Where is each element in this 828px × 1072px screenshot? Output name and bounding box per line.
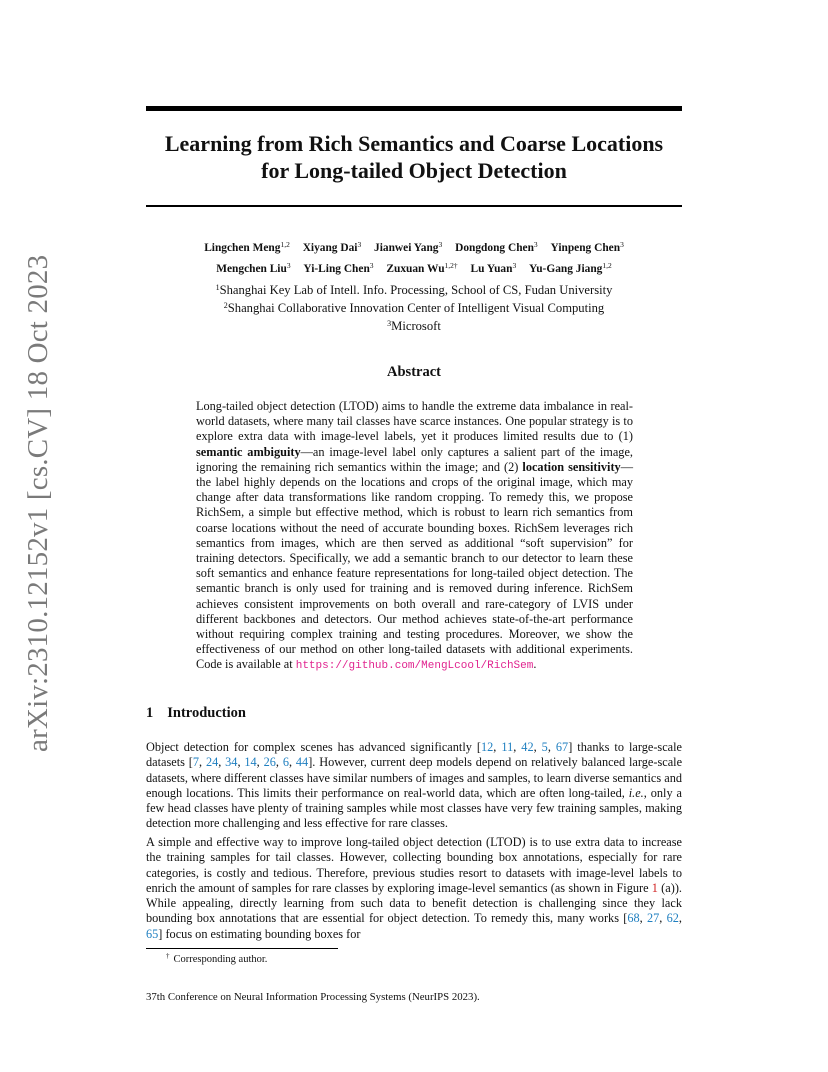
author: Zuxuan $Wu^{1,2\dagger}$: [386, 261, 458, 275]
figure-reference-link[interactable]: 1: [651, 880, 658, 895]
abstract-body: Long-tailed object detection (LTOD) aims to handle the extreme data imbalance in real-world datasets, where many tail classes have scarce instances. One popular strategy is to explore extra data with image-level labels, yet it produces limited results due to (1) semantic ambiguity—an image-level label only captures a salient part of the image, ignoring the remaining rich semantics within the image; and (2) location sensitivity—the label highly depends on the locations and crops of the original image, which may change after data transformations like random cropping. To remedy this, we propose RichSem, a simple but effective method, which is robust to learn rich semantics from coarse locations without the need of accurate bounding boxes. RichSem leverages rich semantics from images, which are then served as additional “soft supervision” for training detectors. Specifically, we add a semantic branch to our detector to learn these soft semantics and enhance feature representations for long-tailed object detection. The semantic branch is only used for training and is removed during inference. RichSem achieves consistent improvements on both overall and rare-category of LVIS under different backbones and detectors. Our method achieves state-of-the-art performance without requiring complex training and testing procedures. Moreover, we show the effectiveness of our method on other long-tailed datasets with additional experiments. Code is available at https://github.com/MengLcool/RichSem.: [196, 399, 634, 673]
author: Yi-Ling Chen$^3$: [303, 261, 374, 275]
title-bottom-rule: [146, 205, 682, 207]
author-row-2: [146, 257, 682, 278]
author-list: [146, 236, 682, 278]
citation-link[interactable]: 26: [263, 755, 276, 770]
section-heading-introduction: [146, 705, 246, 722]
citation-link[interactable]: 6: [282, 755, 289, 770]
citation-link[interactable]: 65: [146, 926, 159, 941]
citation-link[interactable]: 67: [555, 740, 569, 754]
emphasis-semantic-ambiguity: semantic ambiguity: [196, 444, 301, 459]
title-line-2: for Long-tailed Object Detection: [261, 158, 567, 183]
citation-link[interactable]: 34: [225, 755, 238, 770]
citation-link[interactable]: 44: [295, 755, 309, 770]
section-title: Introduction: [167, 705, 246, 721]
author: Yinpeng Chen$^3$: [550, 240, 624, 254]
emphasis-ie: i.e.: [628, 785, 644, 800]
author: Yu-Gang Jiang$^{1,2}$: [529, 261, 612, 275]
footnote-text: Corresponding author.: [173, 954, 268, 965]
title-line-1: Learning from Rich Semantics and Coarse Locations: [164, 131, 664, 156]
citation-link[interactable]: 5: [541, 740, 548, 754]
intro-paragraph-2: A simple and effective way to improve long-tailed object detection (LTOD) is to use extra data to increase the training samples for tail classes. However, collecting bounding box annotations, especially for rare categories, is costly and tedious. Therefore, previous studies resort to datasets with image-level labels to enrich the amount of samples for rare classes by exploring image-level semantics (as shown in Figure 1 (a)). While appealing, directly learning from such data to benefit detection is challenging since they lack bounding box annotations that are essential for object detection. To remedy this, many works [68, 27, 62, 65] focus on estimating bounding boxes for: [146, 835, 682, 941]
author: Dongdong Chen$^3$: [455, 240, 538, 254]
affiliation: $^3$Microsoft: [387, 319, 441, 333]
affiliation: $^1$Shanghai Key Lab of Intell. Info. Processing, School of CS, Fudan University: [215, 283, 613, 297]
paper-title: [146, 130, 682, 184]
citation-link[interactable]: 11: [501, 740, 514, 754]
section-number: 1: [146, 705, 154, 721]
author: Lingchen Meng$^{1,2}$: [204, 240, 290, 254]
citation-link[interactable]: 24: [205, 755, 219, 770]
affiliation: $^2$Shanghai Collaborative Innovation Center of Intelligent Visual Computing: [223, 301, 605, 315]
footnote-marker: †: [166, 952, 170, 960]
title-top-rule: [146, 106, 682, 111]
venue-note: 37th Conference on Neural Information Processing Systems (NeurIPS 2023).: [146, 991, 480, 1003]
code-repository-link[interactable]: https://github.com/MengLcool/RichSem: [295, 660, 534, 673]
author-row-1: [146, 236, 682, 257]
footnote-rule: [146, 948, 338, 949]
citation-link[interactable]: 27: [646, 911, 660, 926]
arxiv-identifier-stamp: arXiv:2310.12152v1 [cs.CV] 18 Oct 2023: [22, 254, 54, 752]
citation-link[interactable]: 14: [244, 755, 257, 770]
intro-paragraph-1: Object detection for complex scenes has advanced significantly [12, 11, 42, 5, 67] thanks to large-scale datasets [7, 24, 34, 14, 26, 6, 44]. However, current deep models depend on relatively balanced large-scale datasets, where different classes have similar numbers of images and samples, to learn diverse semantics and enough locations. This limits their performance on real-world data, which are often long-tailed, i.e., only a few head classes have plenty of training samples while most classes have very few training samples, making detection more challenging and less effective for rare classes.: [146, 740, 683, 831]
footnote: [166, 952, 267, 965]
citation-link[interactable]: 42: [521, 740, 534, 754]
author: Lu Yuan$^3$: [470, 261, 517, 275]
author: Mengchen Liu$^3$: [216, 261, 291, 275]
author: Xiyang Dai$^3$: [302, 240, 362, 254]
abstract-heading: Abstract: [387, 364, 441, 380]
author: Jianwei Yang$^3$: [374, 240, 443, 254]
emphasis-location-sensitivity: location sensitivity: [522, 459, 621, 474]
citation-link[interactable]: 7: [192, 755, 200, 770]
citation-link[interactable]: 62: [666, 911, 679, 926]
citation-link[interactable]: 68: [627, 911, 640, 926]
citation-link[interactable]: 12: [481, 740, 494, 754]
affiliation-list: [146, 280, 682, 334]
